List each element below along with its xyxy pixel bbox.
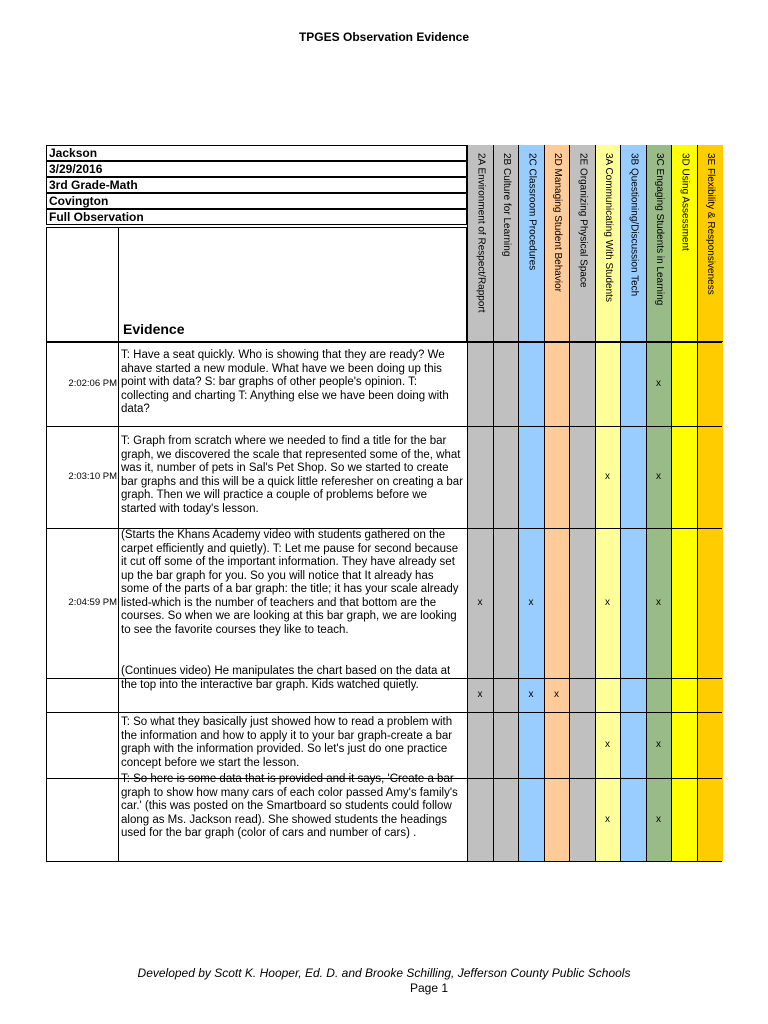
domain-column-header: [570, 145, 595, 342]
domain-column-label: 2A Environment of Respect/Rapport: [475, 153, 487, 313]
domain-mark: x: [528, 689, 534, 700]
domain-mark: x: [605, 813, 610, 825]
info-row-observer: Covington: [46, 193, 467, 209]
domain-column: [620, 145, 646, 861]
row-evidence-text: T: Have a seat quickly. Who is showing that they are ready? We ahave started a new module. What have we been doing up this point with data? S: bar graphs of other people's opinion. T: collecting and charting T: Anything else we have been doing with data?: [121, 349, 449, 415]
row-divider: [46, 342, 722, 343]
domain-column: [569, 145, 595, 861]
info-row-subject: 3rd Grade-Math: [46, 177, 467, 193]
domain-column-label: 2E Organizing Physical Space: [577, 153, 589, 288]
domain-mark: x: [656, 597, 661, 608]
domain-column: [697, 145, 723, 861]
domain-mark: x: [605, 471, 610, 482]
domain-column: [544, 145, 570, 861]
row-evidence-text: T: So what they basically just showed how to read a problem with the information and how to apply it to your bar graph-create a bar graph with the information provided. So let's just do one practice concept before we start the lesson.: [121, 716, 453, 769]
domain-column-label: 2D Managing Student Behavior: [552, 153, 563, 292]
row-timestamp: 2:04:59 PM: [68, 597, 117, 608]
domain-column-header: [647, 145, 672, 342]
row-evidence-text: T: So here is some data that is provided and it says, 'Create a bar graph to show how many cars of each color passed Amy's family's car.' (this was posted on the Smartboard so students could follow along as Ms. Jackson read). She showed students the headings used for the bar graph (color of cars and number of cars) .: [121, 773, 458, 839]
domain-column: [595, 145, 621, 861]
domain-column-header: [494, 145, 519, 342]
domain-column: [467, 145, 493, 861]
row-timestamp: 2:02:06 PM: [68, 378, 117, 389]
domain-column-label: 3D Using Assessment: [679, 153, 691, 251]
domain-mark: x: [656, 739, 661, 750]
domain-column-header: [596, 145, 621, 342]
domain-column-header: [621, 145, 646, 342]
domain-mark: x: [656, 813, 661, 825]
domain-mark: x: [656, 471, 661, 482]
info-row-teacher: Jackson: [46, 145, 467, 161]
domain-mark: x: [554, 689, 559, 700]
info-row-type: Full Observation: [46, 209, 467, 225]
domain-column: [493, 145, 519, 861]
domain-mark: x: [656, 378, 661, 389]
domain-column-label: 2B Culture for Learning: [501, 153, 512, 257]
grid-vline: [118, 342, 119, 861]
evidence-label: Evidence: [123, 321, 185, 337]
domain-column: [671, 145, 697, 861]
page-number: Page 1: [410, 981, 449, 995]
domain-mark: x: [477, 689, 483, 700]
domain-column-header: [545, 145, 570, 342]
row-evidence-text: (Starts the Khans Academy video with students gathered on the carpet efficiently and quietly). T: Let me pause for second because it cut off some of the important information. They have already set up the bar graph for you. So you will notice that It already has some of the parts of a bar graph: the title; it has your scale already listed-which is the number of teachers and that bottom are the courses. So when we are looking at this bar graph, we are looking to see the favorite courses they like to teach.: [121, 529, 459, 636]
domain-column-header: [698, 145, 723, 342]
domain-column-header: [468, 145, 493, 342]
page-title: TPGES Observation Evidence: [298, 30, 470, 44]
domain-mark: x: [605, 739, 610, 750]
domain-column-label: 2C Classroom Procedures: [526, 153, 538, 271]
domain-column: [518, 145, 544, 861]
domain-column-label: 3B Questioning/Discussion Tech: [628, 153, 640, 297]
domain-mark: x: [605, 597, 610, 608]
row-evidence-text: T: Graph from scratch where we needed to find a title for the bar graph, we discovered the scale that represented some of the, what was it, number of pets in Sal's Pet Shop. So we started to create bar graphs and this will be a quick little referesher on creating a bar graph. Then we will practice a couple of problems before we started with today's lesson.: [121, 435, 463, 515]
row-divider: [46, 426, 722, 427]
domain-mark: x: [477, 597, 483, 608]
domain-column-header: [519, 145, 544, 342]
footer-credit: Developed by Scott K. Hooper, Ed. D. and Brooke Schilling, Jefferson County Public Schools: [137, 966, 631, 980]
evidence-header: [118, 227, 467, 342]
row-evidence-text: (Continues video) He manipulates the chart based on the data at the top into the interactive bar graph. Kids watched quietly.: [121, 665, 451, 691]
row-divider: [46, 712, 722, 713]
domain-mark: x: [528, 597, 534, 608]
info-row-date: 3/29/2016: [46, 161, 467, 177]
domain-column-label: 3C Engaging Students in Learning: [654, 153, 665, 306]
domain-column-header: [672, 145, 697, 342]
row-timestamp: 2:03:10 PM: [68, 471, 117, 482]
domain-column-label: 3A Communicating With Students: [603, 153, 614, 302]
evidence-time-header: [46, 227, 119, 342]
domain-column-label: 3E Flexibility & Responsiveness: [705, 153, 716, 295]
row-divider: [46, 861, 722, 862]
domain-column: [646, 145, 672, 861]
